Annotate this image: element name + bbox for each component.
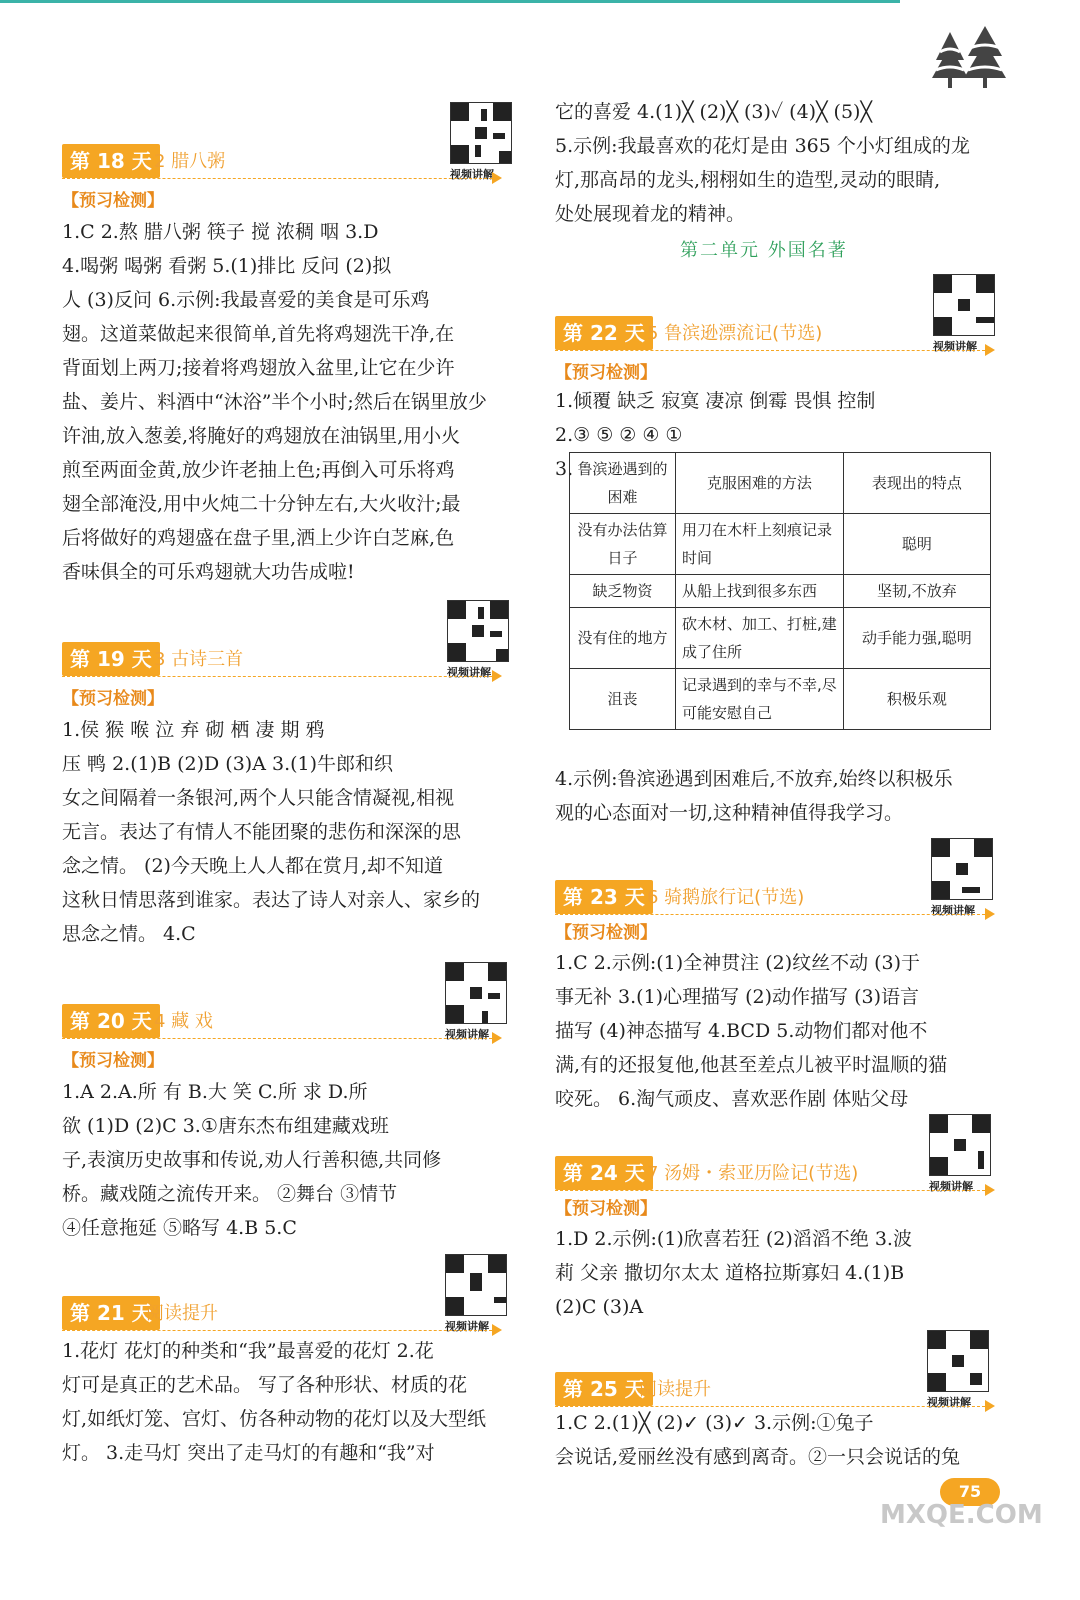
dashed-divider (62, 1330, 492, 1331)
dashed-divider (62, 178, 492, 179)
day-badge: 第 25 天 (555, 1372, 653, 1406)
table-header-cell: 鲁滨逊遇到的困难 (570, 453, 676, 514)
table-header-row (570, 453, 991, 514)
day-title: 2 腊八粥 (154, 151, 226, 172)
watermark: MXQE.COM (880, 1500, 1043, 1530)
arrow-icon (492, 1032, 502, 1044)
qr-label: 视频讲解 (450, 168, 494, 181)
answer-text: 1.花灯 花灯的种类和“我”最喜爱的花灯 2.花 灯可是真正的艺术品。 写了各种形状、材质的花 灯,如纸灯笼、宫灯、仿各种动物的花灯以及大型纸 灯。 3.走马灯 突出了走马灯的有趣和“我”对 (62, 1340, 487, 1464)
answer-text: 1.C 2.示例:(1)全神贯注 (2)纹丝不动 (3)于 事无补 3.(1)心理描写 (2)动作描写 (3)语言 描写 (4)神态描写 4.BCD 5.动物们都对他不 满,有的还报复他,他甚至差点儿被平时温顺的猫 咬死。 6.淘气顽皮、喜欢恶作剧 体贴父母 (555, 952, 948, 1110)
dashed-divider (62, 676, 492, 677)
preview-tag: 【预习检测】 (555, 923, 657, 943)
day-badge: 第 20 天 (62, 1004, 160, 1038)
table-cell: 从船上找到很多东西 (676, 575, 844, 608)
dashed-divider (555, 1190, 985, 1191)
day-badge: 第 18 天 (62, 144, 160, 178)
table-row (570, 669, 991, 730)
day-badge: 第 24 天 (555, 1156, 653, 1190)
preview-tag: 【预习检测】 (555, 363, 657, 383)
day-header (555, 316, 995, 352)
answer-text: 1.C 2.(1)╳ (2)✓ (3)✓ 3.示例:①兔子 会说话,爱丽丝没有感到离奇。②一只会说话的兔 (555, 1412, 961, 1468)
qr-label: 视频讲解 (929, 1180, 973, 1193)
day-title: 阅读提升 (146, 1303, 218, 1324)
preview-tag: 【预习检测】 (62, 689, 164, 709)
day-header (62, 1004, 502, 1040)
day-badge: 第 23 天 (555, 880, 653, 914)
arrow-icon (492, 172, 502, 184)
top-rule (0, 0, 900, 3)
trees-icon (930, 22, 1020, 92)
preview-tag: 【预习检测】 (62, 191, 164, 211)
table-cell: 用刀在木杆上刻痕记录时间 (676, 514, 844, 575)
qr-label: 视频讲解 (447, 666, 491, 679)
table-cell: 记录遇到的幸与不幸,尽可能安慰自己 (676, 669, 844, 730)
qr-label: 视频讲解 (931, 904, 975, 917)
table-cell: 没有办法估算日子 (570, 514, 676, 575)
day-header (62, 1296, 502, 1332)
dashed-divider (555, 914, 985, 915)
table-cell: 沮丧 (570, 669, 676, 730)
question-number: 3. (555, 458, 574, 480)
table-cell: 聪明 (843, 514, 990, 575)
preview-tag: 【预习检测】 (62, 1051, 164, 1071)
day-badge: 第 19 天 (62, 642, 160, 676)
table-cell: 动手能力强,聪明 (843, 608, 990, 669)
table-cell: 没有住的地方 (570, 608, 676, 669)
page-number: 75 (940, 1478, 1000, 1506)
answer-text: 1.侯 猴 喉 泣 弃 砌 栖 凄 期 鸦 压 鸭 2.(1)B (2)D (3)A 3.(1)牛郎和织 女之间隔着一条银河,两个人只能含情凝视,相视 无言。表达了有情人不能团聚的悲伤和深深的思 念之情。 (2)今天晚上人人都在赏月,却不知道 这秋日情思落到谁家。表达了诗人对亲人、家乡的 思念之情。 4.C (62, 719, 481, 945)
answer-table (569, 452, 991, 730)
arrow-icon (985, 1184, 995, 1196)
table-cell: 坚韧,不放弃 (843, 575, 990, 608)
arrow-icon (985, 908, 995, 920)
answer-text: 1.倾覆 缺乏 寂寞 凄凉 倒霉 畏惧 控制 2.③ ⑤ ② ④ ① (555, 390, 876, 446)
table-row (570, 575, 991, 608)
day-title: 3 古诗三首 (154, 649, 244, 670)
table-cell: 积极乐观 (843, 669, 990, 730)
answer-text: 1.C 2.熬 腊八粥 筷子 搅 浓稠 咽 3.D 4.喝粥 喝粥 看粥 5.(1)排比 反问 (2)拟 人 (3)反问 6.示例:我最喜爱的美食是可乐鸡 翅。这道菜做起来很简单,首先将鸡翅洗干净,在 背面划上两刀;接着将鸡翅放入盆里,让它在少许 盐、姜片、料酒中“沐浴”半个小时;然后在锅里放少 许油,放入葱姜,将腌好的鸡翅放在油锅里,用小火 煎至两面金黄,放少许老抽上色;再倒入可乐将鸡 翅全部淹没,用中火炖二十分钟左右,大火收汁;最 后将做好的鸡翅盛在盘子里,洒上少许白芝麻,色 香味俱全的可乐鸡翅就大功告成啦! (62, 221, 487, 583)
dashed-divider (555, 350, 985, 351)
unit-heading: 第二单元 外国名著 (680, 240, 848, 261)
qr-label: 视频讲解 (927, 1396, 971, 1409)
day-title: 5 鲁滨逊漂流记(节选) (647, 323, 823, 344)
table-row (570, 514, 991, 575)
day-header (555, 1156, 995, 1192)
table-row (570, 608, 991, 669)
table-header-cell: 表现出的特点 (843, 453, 990, 514)
day-header (62, 642, 502, 678)
answer-text: 4.示例:鲁滨逊遇到困难后,不放弃,始终以积极乐 观的心态面对一切,这种精神值得我学习。 (555, 768, 953, 824)
preview-tag: 【预习检测】 (555, 1199, 657, 1219)
day-badge: 第 21 天 (62, 1296, 160, 1330)
arrow-icon (492, 670, 502, 682)
qr-label: 视频讲解 (445, 1320, 489, 1333)
table-header-cell: 克服困难的方法 (676, 453, 844, 514)
answer-text: 1.D 2.示例:(1)欣喜若狂 (2)滔滔不绝 3.波 莉 父亲 撒切尔太太 道格拉斯寡妇 4.(1)B (2)C (3)A (555, 1228, 912, 1318)
day-title: 6 骑鹅旅行记(节选) (647, 887, 805, 908)
dashed-divider (62, 1038, 492, 1039)
answer-text: 1.A 2.A.所 有 B.大 笑 C.所 求 D.所 欲 (1)D (2)C 3.①唐东杰布组建藏戏班 子,表演历史故事和传说,劝人行善积德,共同修 桥。藏戏随之流传开来。 ②舞台 ③情节 ④任意拖延 ⑤略写 4.B 5.C (62, 1081, 442, 1239)
arrow-icon (985, 344, 995, 356)
day-header (555, 880, 995, 916)
day-title: 4 藏 戏 (154, 1011, 213, 1032)
table-cell: 缺乏物资 (570, 575, 676, 608)
day-21-continued: 它的喜爱 4.(1)╳ (2)╳ (3)✓ (4)╳ (5)╳ 5.示例:我最喜欢的花灯是由 365 个小灯组成的龙 灯,那高昂的龙头,栩栩如生的造型,灵动的眼睛, 处处展现着龙的精神。 (555, 101, 970, 225)
qr-label: 视频讲解 (445, 1028, 489, 1041)
day-header (62, 144, 502, 180)
day-title: 阅读提升 (639, 1379, 711, 1400)
day-badge: 第 22 天 (555, 316, 653, 350)
table-cell: 砍木材、加工、打桩,建成了住所 (676, 608, 844, 669)
day-header (555, 1372, 995, 1408)
day-title: 7 汤姆・索亚历险记(节选) (647, 1163, 859, 1184)
qr-label: 视频讲解 (933, 340, 977, 353)
